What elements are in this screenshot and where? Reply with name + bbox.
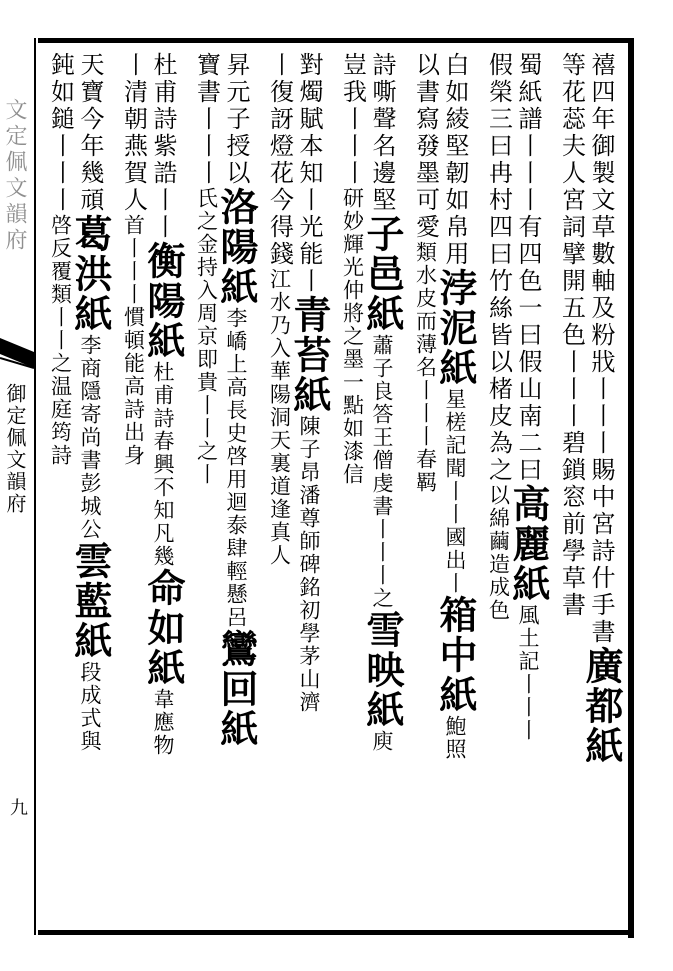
annotation-text: 韋應物 xyxy=(151,688,175,757)
headword: 箱中紙 xyxy=(433,595,478,715)
annotation-text: 詩出身 xyxy=(121,398,146,467)
annotation-text: 李商隱寄尚書彭城公 xyxy=(78,334,102,541)
annotation-text: 庾 xyxy=(370,730,394,753)
annotation-text: 啓反覆類丨丨之 xyxy=(48,214,73,375)
headword: 子邑紙 xyxy=(360,214,405,334)
text-column xyxy=(547,52,584,922)
text-column xyxy=(474,52,511,922)
text-column xyxy=(36,52,73,922)
body-text: 天寶今年幾頑 xyxy=(76,52,104,214)
book-title: 御定佩文韻府 xyxy=(3,383,27,515)
body-text: 蜀紙譜丨丨丨有四色一曰假山南二曰 xyxy=(514,52,542,484)
text-column xyxy=(579,52,624,922)
body-text: 假榮三曰冉村四曰竹絲皆以楮皮為之 xyxy=(484,52,513,484)
annotation-text: 首丨丨丨慣頓能高 xyxy=(121,214,146,398)
text-column xyxy=(109,52,146,922)
annotation-text: 星槎記聞丨丨國出丨 xyxy=(443,388,467,595)
headword: 葛洪紙 xyxy=(68,214,113,334)
annotation-text: 温庭筠詩 xyxy=(48,375,73,467)
annotation-text: 氏之金持入周京即貴丨丨之丨 xyxy=(194,187,219,486)
body-text: 詩嘶聲名邊堅 xyxy=(368,52,396,214)
body-text: 豈我丨丨丨 xyxy=(338,52,367,187)
body-text: 對燭賦本知丨光能丨 xyxy=(295,52,323,295)
annotation-text: 李嶠上高長史啓用迴泰肆輕懸呂 xyxy=(224,307,248,629)
annotation-text: 以綿繭造成色 xyxy=(486,484,511,622)
annotation-text: 杜甫詩春興不知凡幾 xyxy=(151,361,175,568)
frame-right-border xyxy=(628,38,634,938)
annotation-text: 風土記丨丨丨 xyxy=(516,604,540,742)
text-column xyxy=(328,52,365,922)
annotation-text: 研妙輝光仲將之墨一點如漆 xyxy=(340,187,365,463)
body-text: 以書寫發墨可愛 xyxy=(411,52,440,241)
text-column xyxy=(214,52,259,922)
text-column xyxy=(141,52,186,922)
headword: 雪映紙 xyxy=(360,610,405,730)
body-text: 杜甫詩紫誥丨丨 xyxy=(149,52,177,241)
body-text: 鈍如鎚丨丨丨 xyxy=(46,52,75,214)
text-column xyxy=(506,52,551,922)
body-text: 昇元子授以 xyxy=(222,52,250,187)
headword: 命如紙 xyxy=(141,568,186,688)
headword: 雲藍紙 xyxy=(68,541,113,661)
body-text: 白如綾堅韌如帛用 xyxy=(441,52,469,268)
page-number: 九 xyxy=(7,798,28,816)
text-column xyxy=(433,52,478,922)
annotation-text: 段成式與 xyxy=(78,661,102,753)
annotation-text: 鮑照 xyxy=(443,715,467,761)
text-column xyxy=(360,52,405,922)
headword: 浡泥紙 xyxy=(433,268,478,388)
annotation-text: 蕭子良答王僧虔書丨丨丨之 xyxy=(370,334,394,610)
annotation-text: 陳子昂潘尊師碑銘初學茅山濟 xyxy=(297,415,321,714)
text-column xyxy=(287,52,332,922)
headword: 鸞回紙 xyxy=(214,629,259,749)
headword: 洛陽紙 xyxy=(214,187,259,307)
annotation-text: 類水皮而薄名丨丨丨 xyxy=(413,241,438,448)
body-text: 丨復訝燈花今得錢 xyxy=(265,52,294,268)
text-column xyxy=(255,52,292,922)
headword: 高麗紙 xyxy=(506,484,551,604)
annotation-text: 江水乃入華陽洞天裏道逢真人 xyxy=(267,268,292,567)
margin-top-marks: 文定佩文韻府 xyxy=(2,98,27,254)
text-column xyxy=(68,52,113,922)
annotation-text: 春羁 xyxy=(413,448,438,494)
body-text: 等花蕊夫人宮詞擘開五色丨丨丨碧鎖窓前學草書 xyxy=(557,52,586,619)
annotation-text: 信 xyxy=(340,463,365,486)
headword: 衡陽紙 xyxy=(141,241,186,361)
fishtail-mark-icon xyxy=(0,338,34,368)
body-text: 丨清朝燕賀人 xyxy=(119,52,148,214)
headword: 廣都紙 xyxy=(579,646,624,766)
text-column xyxy=(182,52,219,922)
body-text: 寶書丨丨丨 xyxy=(192,52,221,187)
page-margin-spine xyxy=(0,38,36,935)
frame-top-border xyxy=(38,38,634,43)
headword: 青苔紙 xyxy=(287,295,332,415)
body-text: 禧四年御製文草數軸及粉戕丨丨丨賜中宮詩什手書 xyxy=(587,52,615,646)
frame-bottom-border xyxy=(38,930,634,935)
text-column xyxy=(401,52,438,922)
